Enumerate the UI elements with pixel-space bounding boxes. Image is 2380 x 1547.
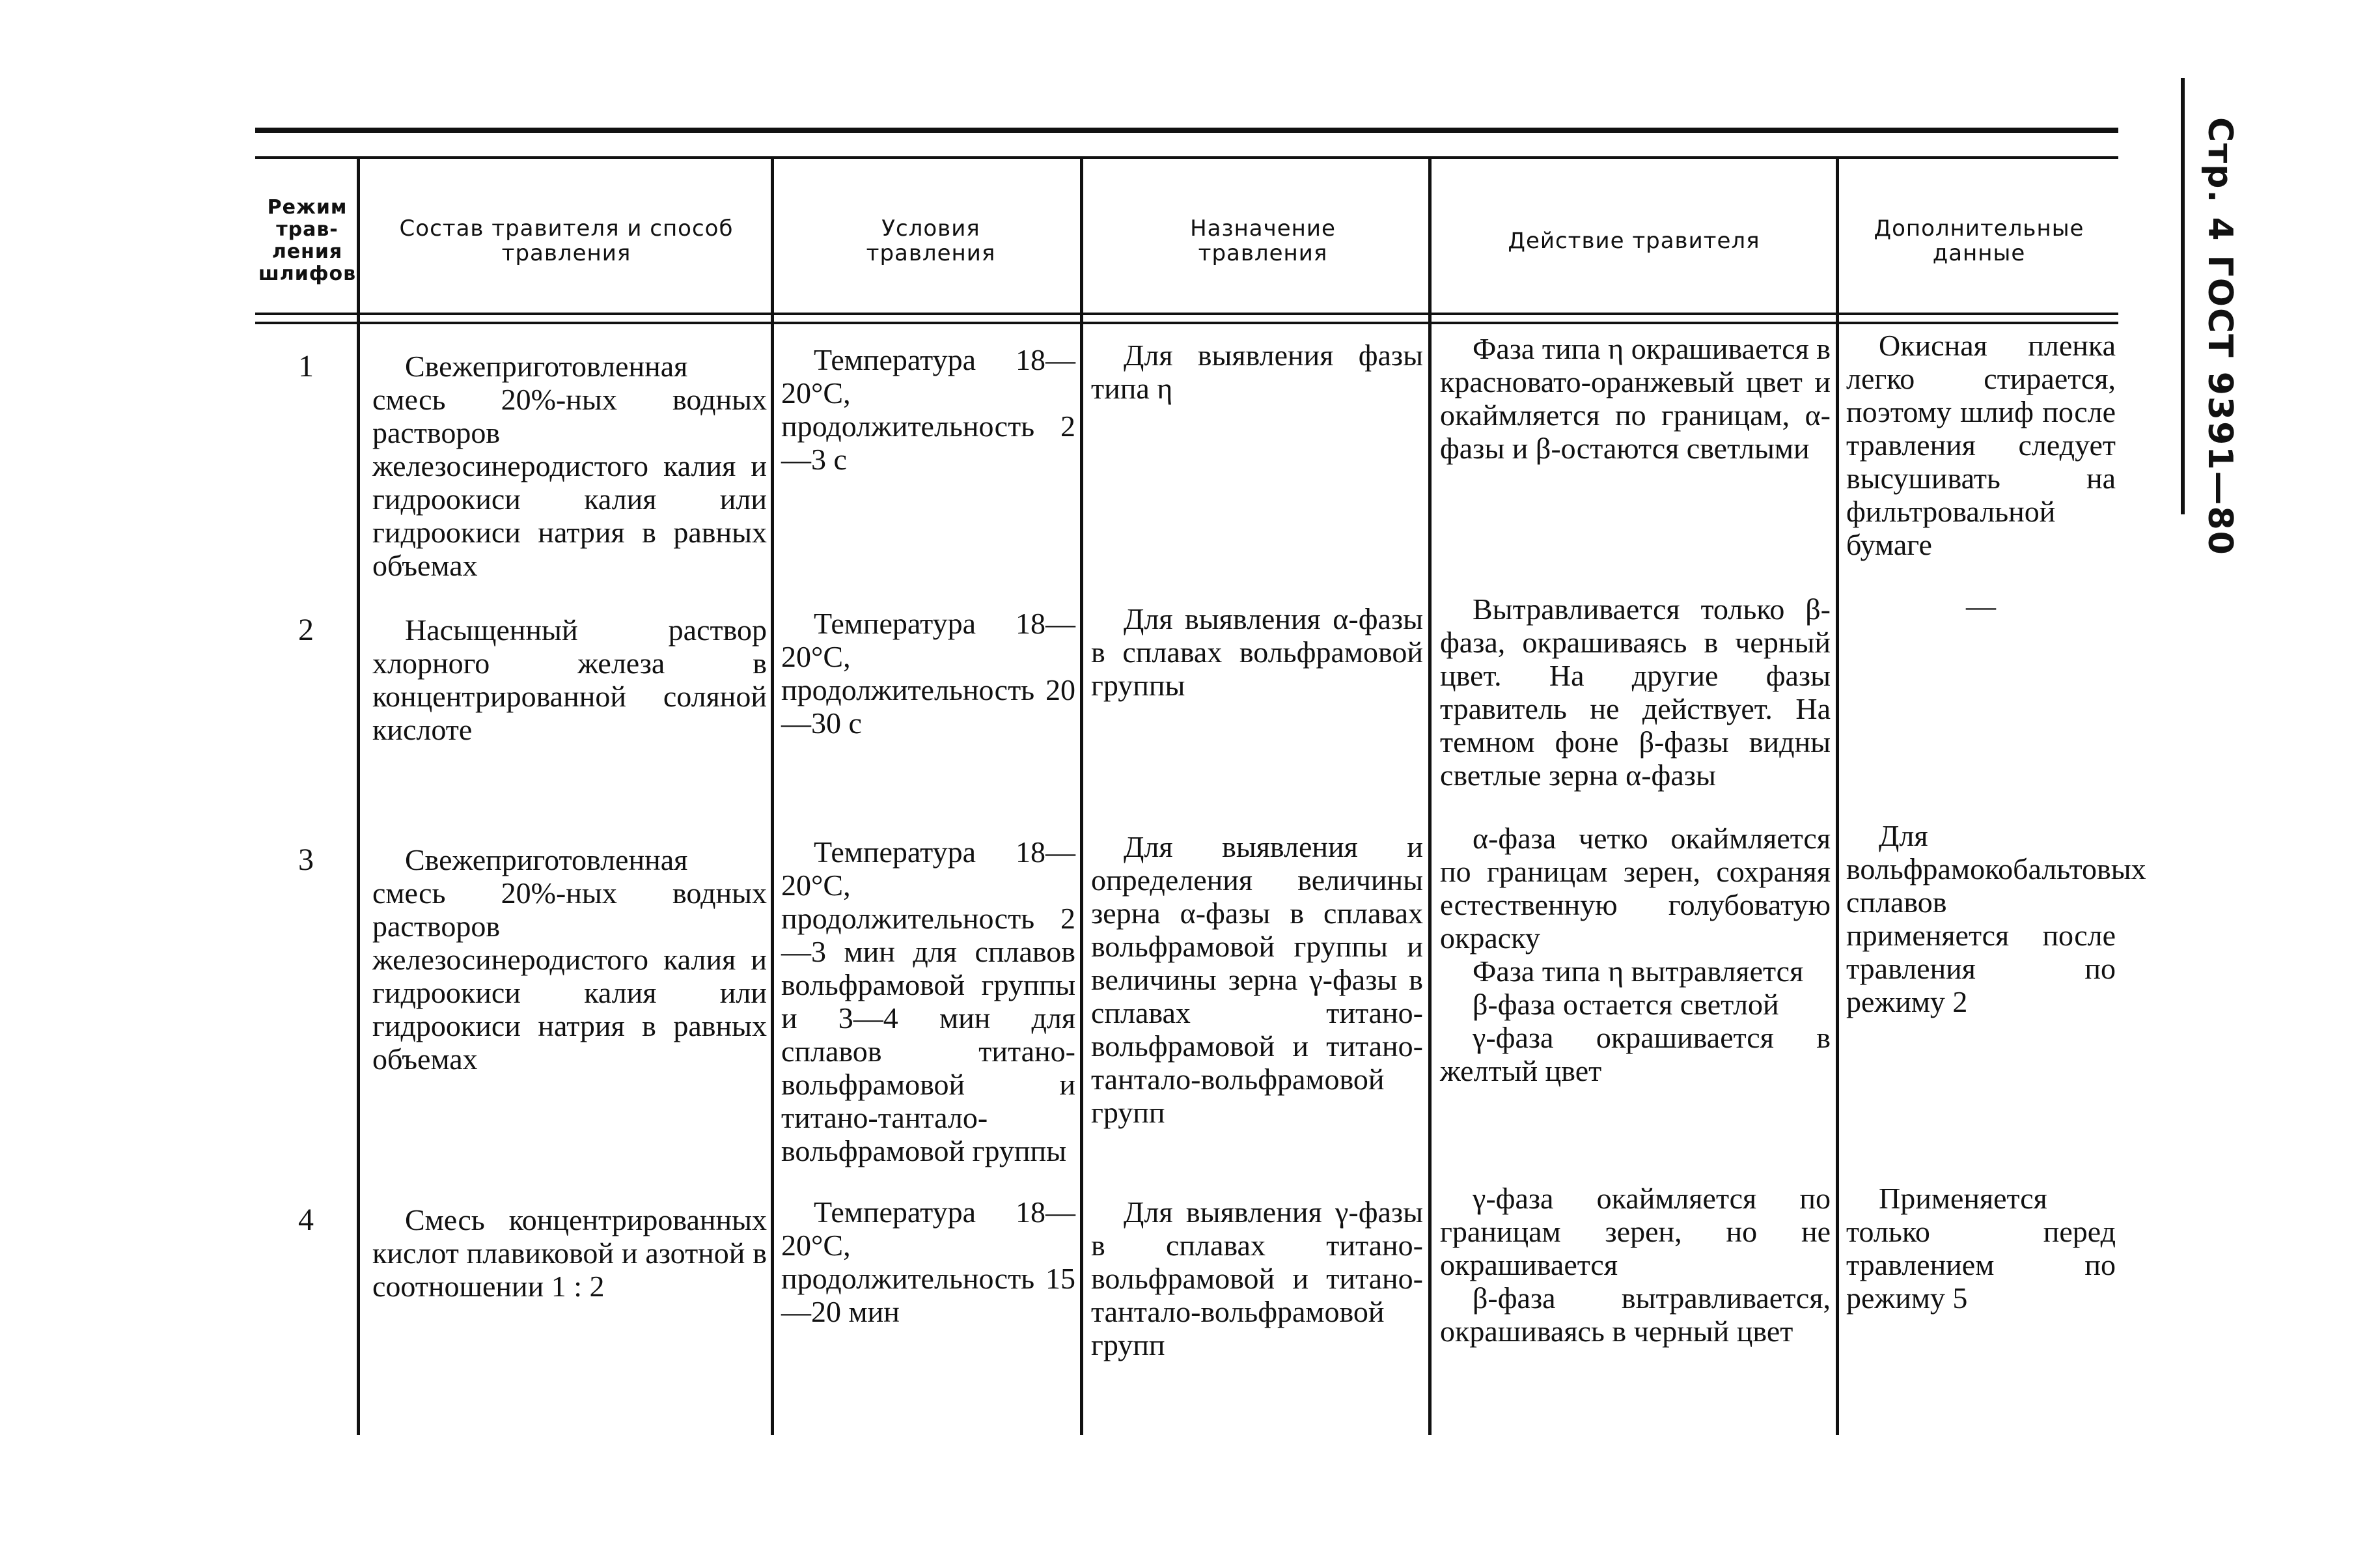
row-2-mode: 2 [298,613,314,647]
row-2-action: Вытравливается только β-фаза, окрашиваясь в черный цвет. На другие фазы травитель не действует. На темном фоне β-фазы видны светлые зерна α-фазы [1440,592,1831,792]
row-3-conditions: Температура 18—20°С, продолжительность 2—3 мин для сплавов вольфрамовой группы и 3—4 мин для сплавов титано-вольфрамовой и титано-тантало-вольфрамовой группы [781,835,1075,1167]
row-4-action [1440,1182,1831,1348]
row-3-action-line-4: γ-фаза окрашивается в желтый цвет [1440,1021,1831,1087]
column-divider-4 [1428,159,1432,1435]
header-action: Действие травителя [1508,228,1760,254]
row-1-purpose: Для выявления фазы типа η [1091,339,1423,405]
row-1-action: Фаза типа η окрашивается в красновато-оранжевый цвет и окаймляется по границам, α-фазы и β-остаются светлыми [1440,332,1831,465]
row-4-conditions: Температура 18—20°С, продолжительность 15—20 мин [781,1195,1075,1328]
row-1-composition: Свежеприготовленная смесь 20%-ных водных растворов железосинеродистого калия и гидроокиси калия или гидроокиси натрия в равных объемах [372,350,767,582]
row-3-action-line-2: Фаза типа η вытравляется [1473,955,1804,988]
row-2-extra: — [1966,589,1996,622]
row-4-purpose: Для выявления γ-фазы в сплавах титано-вольфрамовой и титано-тантало-вольфрамовой групп [1091,1195,1423,1361]
row-4-extra: Применяется только перед травлением по режиму 5 [1846,1182,2116,1315]
row-3-purpose: Для выявления и определения величины зерна α-фазы в сплавах вольфрамовой группы и величины зерна γ-фазы в сплавах титано-вольфрамовой и титано-тантало-вольфрамовой групп [1091,830,1423,1129]
header-purpose: Назначение травления [1190,216,1336,266]
column-divider-5 [1836,159,1839,1435]
row-2-composition: Насыщенный раствор хлорного железа в концентрированной соляной кислоте [372,613,767,746]
row-2-purpose: Для выявления α-фазы в сплавах вольфрамовой группы [1091,602,1423,702]
side-header-rule [2181,78,2185,514]
header-extra: Дополнительные данные [1874,216,2084,266]
top-rule-thick [255,128,2118,133]
row-1-mode: 1 [298,349,314,383]
header-mode: Режим трав-ления шлифов [258,196,357,285]
column-divider-3 [1080,159,1083,1435]
row-3-action-line-1: α-фаза четко окаймляется по границам зерен, сохраняя естественную голубоватую окраску [1440,822,1831,955]
row-4-mode: 4 [298,1203,314,1237]
row-3-composition: Свежеприготовленная смесь 20%-ных водных растворов железосинеродистого калия и гидроокиси калия или гидроокиси натрия в равных объемах [372,843,767,1076]
row-3-mode: 3 [298,843,314,877]
header-conditions: Условия травления [866,216,996,266]
row-4-action-line-1: γ-фаза окаймляется по границам зерен, но не окрашивается [1440,1182,1831,1281]
header-composition: Состав травителя и способ травления [399,216,734,266]
row-1-extra: Окисная пленка легко стирается, поэтому шлиф после травления следует высушивать на фильтровальной бумаге [1846,329,2116,561]
page-running-header: Стр. 4 ГОСТ 9391—80 [2200,117,2239,556]
row-4-action-line-2: β-фаза вытравливается, окрашиваясь в черный цвет [1440,1281,1831,1348]
row-3-action [1440,822,1831,1087]
row-4-composition: Смесь концентрированных кислот плавиковой и азотной в соотношении 1 : 2 [372,1203,767,1303]
column-divider-1 [357,159,360,1435]
column-divider-2 [771,159,774,1435]
row-1-conditions: Температура 18—20°С, продолжительность 2—3 с [781,343,1075,476]
row-2-conditions: Температура 18—20°С, продолжительность 20—30 с [781,607,1075,740]
row-3-action-line-3: β-фаза остается светлой [1473,988,1779,1021]
row-3-extra: Для вольфрамокобальтовых сплавов применяется после травления по режиму 2 [1846,819,2146,1018]
